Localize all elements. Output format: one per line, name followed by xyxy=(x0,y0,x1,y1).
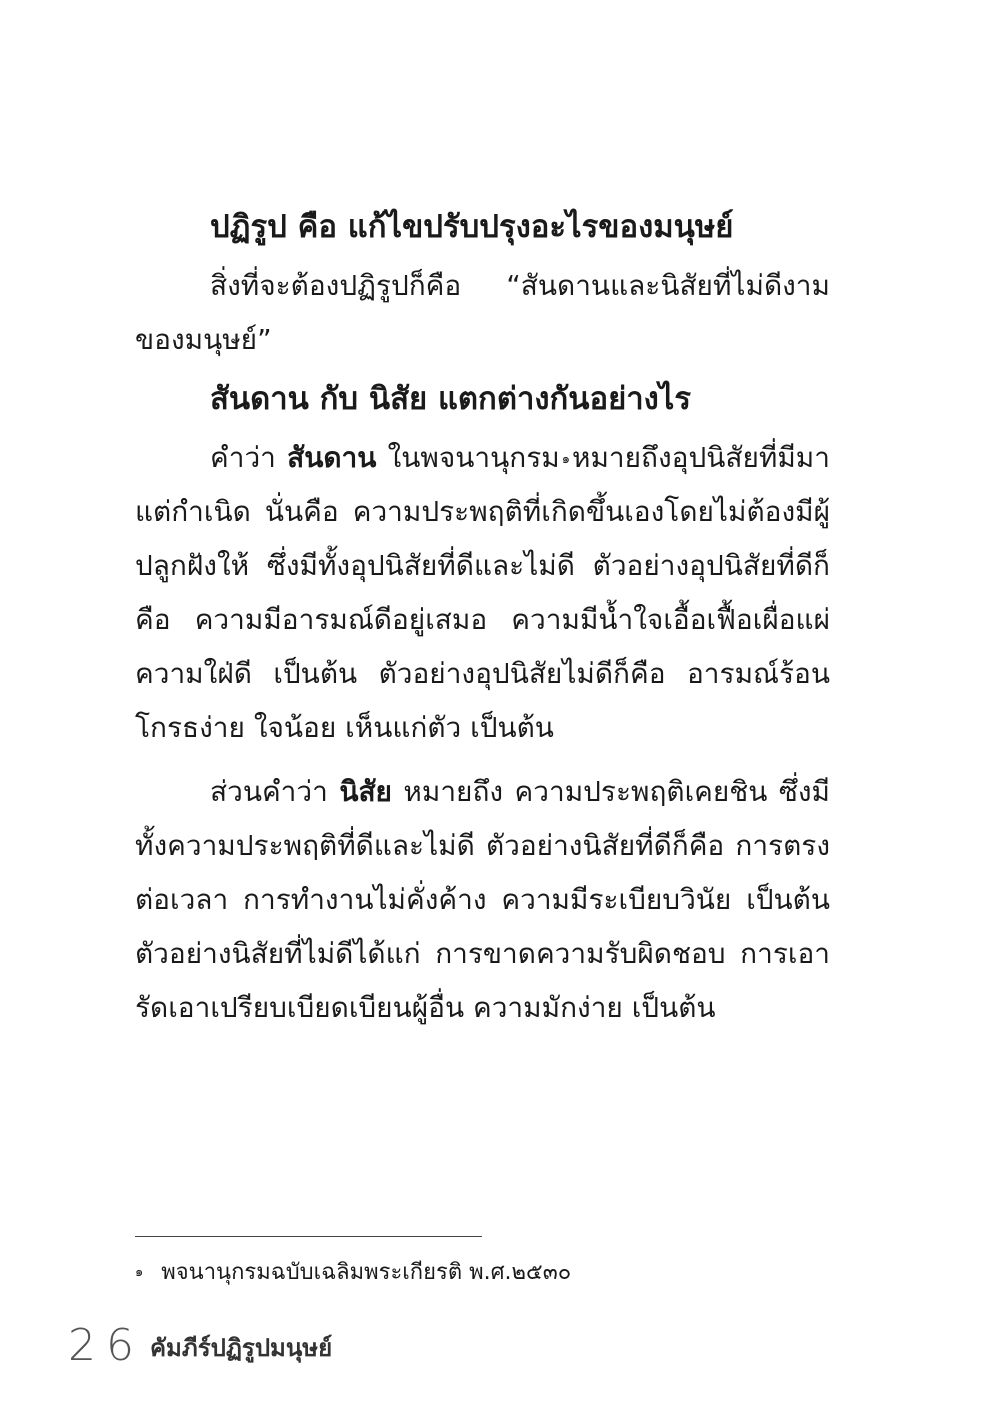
para-rest: หมายถึง ความประพฤติเคยชิน ซึ่งมีทั้งความประพฤติที่ดีและไม่ดี ตัวอย่างนิสัยที่ดีก็คือ การตรงต่อเวลา การทำงานไม่คั่งค้าง ความมีระเบียบวินัย เป็นต้น ตัวอย่างนิสัยที่ไม่ดีได้แก่ การขาดความรับผิดชอบ การเอารัดเอาเปรียบเบียดเบียนผู้อื่น ความมักง่าย เป็นต้น xyxy=(135,775,831,1024)
footnote-reference[interactable]: ๑ xyxy=(561,452,570,467)
paragraph-santan xyxy=(135,431,830,755)
heading-reform-what: ปฏิรูป คือ แก้ไขปรับปรุงอะไรของมนุษย์ xyxy=(210,209,734,245)
term-santan: สันดาน xyxy=(287,441,377,474)
para-lead: คำว่า xyxy=(210,441,276,474)
footnote xyxy=(135,1258,571,1288)
para-lead: ส่วนคำว่า xyxy=(210,775,328,808)
para-mid: ในพจนานุกรม xyxy=(387,441,560,474)
running-title: คัมภีร์ปฏิรูปมนุษย์ xyxy=(150,1334,333,1362)
footnote-mark: ๑ xyxy=(135,1265,144,1280)
page-number: 26 xyxy=(68,1320,144,1371)
footnote-divider xyxy=(135,1236,482,1237)
footnote-text: พจนานุกรมฉบับเฉลิมพระเกียรติ พ.ศ.๒๕๓๐ xyxy=(161,1260,572,1285)
term-nisai: นิสัย xyxy=(339,775,392,808)
para-rest: หมายถึงอุปนิสัยที่มีมาแต่กำเนิด นั่นคือ ความประพฤติที่เกิดขึ้นเองโดยไม่ต้องมีผู้ปลูกฝังให้ ซึ่งมีทั้งอุปนิสัยที่ดีและไม่ดี ตัวอย่างอุปนิสัยที่ดีก็คือ ความมีอารมณ์ดีอยู่เสมอ ความมีน้ำใจเอื้อเฟื้อเผื่อแผ่ ความใฝ่ดี เป็นต้น ตัวอย่างอุปนิสัยไม่ดีก็คือ อารมณ์ร้อนโกรธง่าย ใจน้อย เห็นแก่ตัว เป็นต้น xyxy=(135,441,830,744)
page-body xyxy=(135,205,830,1045)
heading-difference: สันดาน กับ นิสัย แตกต่างกันอย่างไร xyxy=(210,381,692,417)
paragraph-nisai xyxy=(135,765,830,1035)
paragraph-what-to-reform: สิ่งที่จะต้องปฏิรูปก็คือ “สันดานและนิสัยที่ไม่ดีงามของมนุษย์” xyxy=(135,269,830,356)
